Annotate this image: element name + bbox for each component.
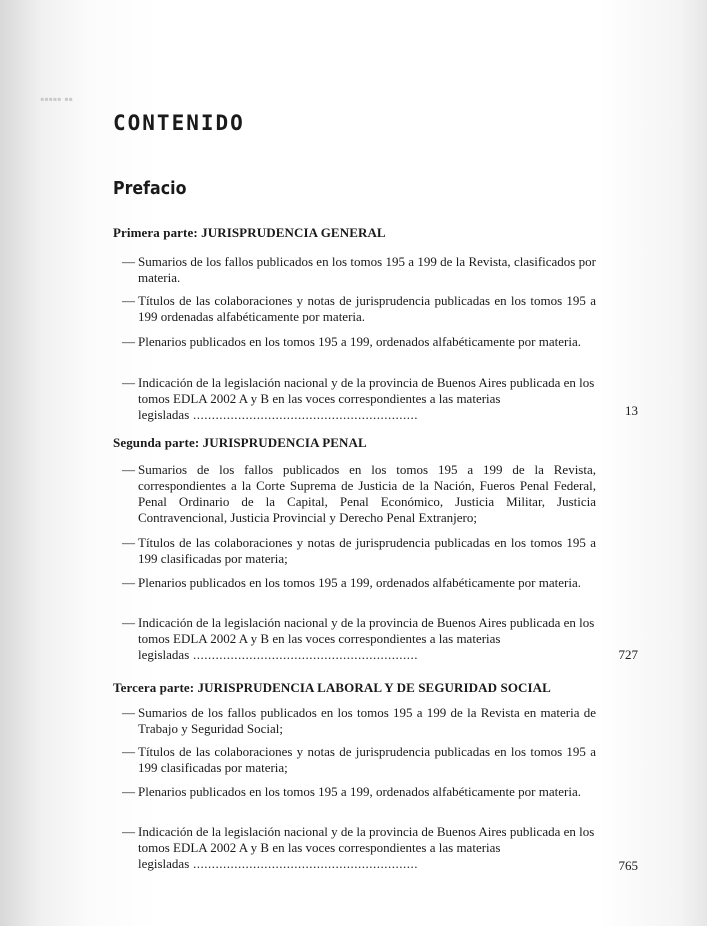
part-1-item-2 <box>122 293 596 325</box>
part-2-page-number: 727 <box>618 647 638 662</box>
dot-leader: ............................................................ <box>189 856 419 871</box>
item-dash: — <box>122 535 135 550</box>
part-2-item-1 <box>122 462 596 526</box>
part-3-title: Tercera parte: JURISPRUDENCIA LABORAL Y DE SEGURIDAD SOCIAL <box>113 680 551 695</box>
part-2-title: Segunda parte: JURISPRUDENCIA PENAL <box>113 435 367 450</box>
dot-leader: ............................................................ <box>189 647 419 662</box>
bleed-through-mark: ▪▪ ▪▪▪▪▪ <box>40 92 73 106</box>
item-dash: — <box>122 824 135 839</box>
part-1-item-3 <box>122 334 596 350</box>
item-dash: — <box>122 375 135 390</box>
item-dash: — <box>122 334 135 349</box>
part-3-item-1 <box>122 705 596 737</box>
item-text: Indicación de la legislación nacional y de la provincia de Buenos Aires publicada en los tomos EDLA 2002 A y B en las voces correspondientes a las materias legisladas ............................................................ <box>138 824 595 871</box>
item-text: Indicación de la legislación nacional y de la provincia de Buenos Aires publicada en los tomos EDLA 2002 A y B en las voces correspondientes a las materias legisladas ............................................................ <box>138 375 595 422</box>
part-3-item-2 <box>122 744 596 776</box>
preface-title: Prefacio <box>113 178 187 199</box>
item-dash: — <box>122 784 135 799</box>
item-text: Títulos de las colaboraciones y notas de jurisprudencia publicadas en los tomos 195 a 199 clasificadas por materia; <box>138 535 596 566</box>
item-dash: — <box>122 575 135 590</box>
item-dash: — <box>122 615 135 630</box>
part-1-item-1 <box>122 254 596 286</box>
item-text: Títulos de las colaboraciones y notas de jurisprudencia publicadas en los tomos 195 a 199 clasificadas por materia; <box>138 744 596 775</box>
item-text: Sumarios de los fallos publicados en los tomos 195 a 199 de la Revista, correspondientes a la Corte Suprema de Justicia de la Nación, Fueros Penal Federal, Penal Ordinario de la Capital, Penal Económico, Justicia Militar, Justicia Contravencional, Justicia Provincial y Derecho Penal Extranjero; <box>138 462 596 525</box>
part-3-item-3 <box>122 784 596 800</box>
part-1-title: Primera parte: JURISPRUDENCIA GENERAL <box>113 225 386 240</box>
item-text: Sumarios de los fallos publicados en los tomos 195 a 199 de la Revista, clasificados por materia. <box>138 254 596 285</box>
part-2-item-4 <box>122 615 596 663</box>
part-1-item-4 <box>122 375 596 423</box>
item-text: Plenarios publicados en los tomos 195 a 199, ordenados alfabéticamente por materia. <box>138 784 581 799</box>
part-1-page-number: 13 <box>625 403 638 418</box>
item-dash: — <box>122 293 135 308</box>
part-3-page-number: 765 <box>618 858 638 873</box>
item-dash: — <box>122 254 135 269</box>
item-dash: — <box>122 462 135 477</box>
item-text: Indicación de la legislación nacional y de la provincia de Buenos Aires publicada en los tomos EDLA 2002 A y B en las voces correspondientes a las materias legisladas ............................................................ <box>138 615 595 662</box>
part-3-item-4 <box>122 824 596 872</box>
item-text: Sumarios de los fallos publicados en los tomos 195 a 199 de la Revista en materia de Trabajo y Seguridad Social; <box>138 705 596 736</box>
item-dash: — <box>122 705 135 720</box>
item-dash: — <box>122 744 135 759</box>
contents-heading: CONTENIDO <box>113 111 245 135</box>
part-2-item-3 <box>122 575 596 591</box>
item-text: Títulos de las colaboraciones y notas de jurisprudencia publicadas en los tomos 195 a 199 ordenadas alfabéticamente por materia. <box>138 293 596 324</box>
item-text: Plenarios publicados en los tomos 195 a 199, ordenados alfabéticamente por materia. <box>138 575 581 590</box>
part-2-item-2 <box>122 535 596 567</box>
dot-leader: ............................................................ <box>189 407 419 422</box>
item-text: Plenarios publicados en los tomos 195 a 199, ordenados alfabéticamente por materia. <box>138 334 581 349</box>
